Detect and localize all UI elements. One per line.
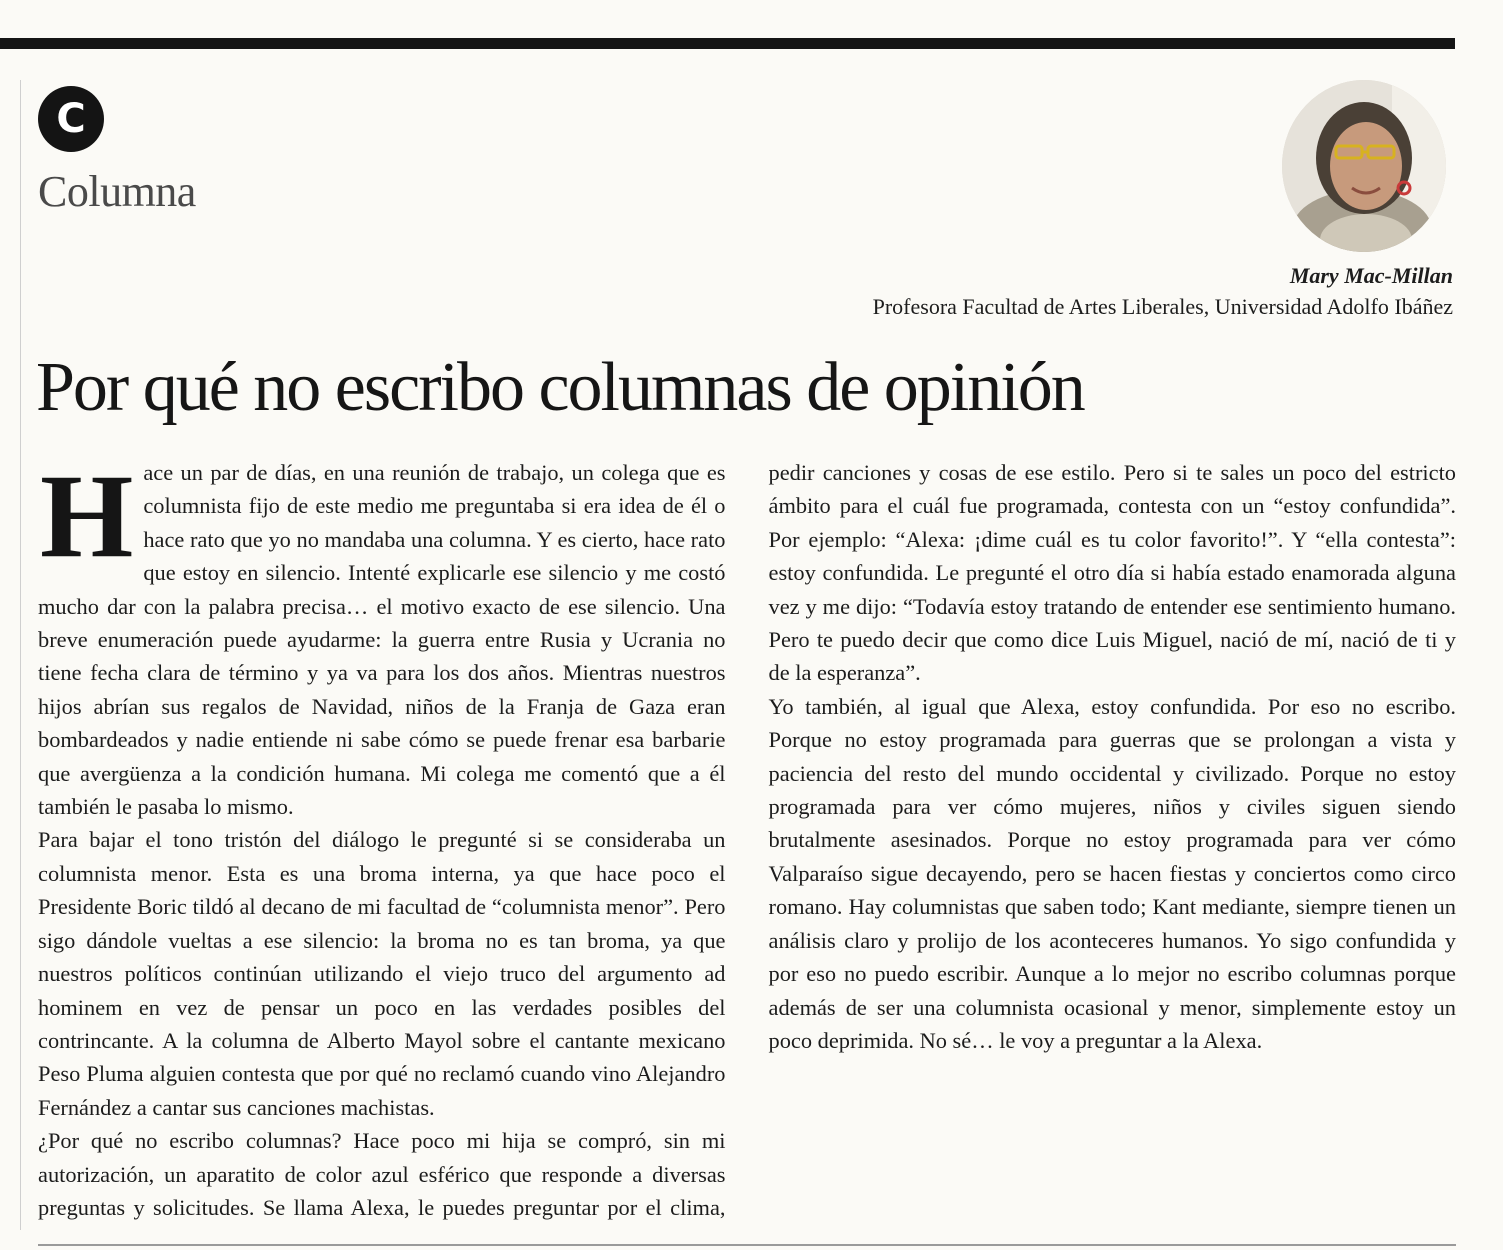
section-badge: C [38,86,104,152]
author-photo [1282,80,1446,252]
left-margin-rule [20,80,21,1230]
paragraph-2: Para bajar el tono tristón del diálogo le pregunté si se consideraba un columnista menor. Esta es una broma interna, ya que hace poco el Presidente Boric tildó al decano de mi facultad de “columnista menor”. Pero sigo dándole vueltas a ese silencio: la broma no es tan broma, ya que nuestros políticos continúan utilizando el viejo truco del argumento ad hominem en vez de pensar un poco en las verdades posibles del contrincante. A la columna de Alberto Mayol sobre el cantante mexicano Peso Pluma alguien contesta que por qué no reclamó cuando vino Alejandro Fernández a cantar sus canciones machistas. [38,827,726,1120]
author-role: Profesora Facultad de Artes Liberales, Universidad Adolfo Ibáñez [872,294,1453,319]
paragraph-4: Yo también, al igual que Alexa, estoy confundida. Por eso no escribo. Porque no estoy programada para guerras que se prolongan a vista y paciencia del resto del mundo occidental y civilizado. Porque no estoy programada para ver cómo mujeres, niños y civiles siguen siendo brutalmente asesinados. Porque no estoy programada para ver cómo Valparaíso sigue decayendo, pero se hacen fiestas y conciertos como circo romano. Hay columnistas que saben todo; Kant mediante, siempre tienen un análisis claro y prolijo de los aconteceres humanos. Yo sigo confundida y por eso no puedo escribir. Aunque a lo mejor no escribo columnas porque además de ser una columnista ocasional y menor, simplemente estoy un poco deprimida. No sé… le voy a preguntar a la Alexa. [768,693,1456,1053]
headline: Por qué no escribo columnas de opinión [36,349,1084,426]
section-label: Columna [38,167,196,216]
drop-cap: H [40,449,134,582]
paragraph-3-text: ¿Por qué no escribo columnas? Hace poco mi hija se compró, sin mi autorización, un aparatito de color azul esférico que responde a diversas preguntas y solicitudes. Se llama Alexa, le puedes preguntar por el clima, pedir canciones y cosas de ese estilo. Pero si te sales un poco del estricto ámbito para el cuál fue programada, contesta con un “estoy confundida”. Por ejemplo: “Alexa: ¡dime cuál es tu color favorito!”. Y “ella contesta”: estoy confundida. Le pregunté el otro día si había estado enamorada alguna vez y me dijo: “Todavía estoy tratando de entender ese sentimiento humano. Pero te puedo decir que como dice Luis Miguel, nació de mí, nació de ti y de la esperanza”. [38,460,1456,1220]
paragraph-1 [38,449,726,823]
author-avatar [1282,80,1446,252]
top-rule [0,38,1455,49]
article-body [38,449,1456,1236]
paragraph-1-text: ace un par de días, en una reunión de trabajo, un colega que es columnista fijo de este medio me preguntaba si era idea de él o hace rato que yo no mandaba una columna. Y es cierto, hace rato que estoy en silencio. Intenté explicarle ese silencio y me costó mucho dar con la palabra precisa… el motivo exacto de ese silencio. Una breve enumeración puede ayudarme: la guerra entre Rusia y Ucrania no tiene fecha clara de término y ya va para los dos años. Mientras nuestros hijos abrían sus regalos de Navidad, niños de la Franja de Gaza eran bombardeados y nadie entiende ni sabe cómo se puede frenar esa barbarie que avergüenza a la condición humana. Mi colega me comentó que a él también le pasaba lo mismo. [38,460,726,820]
author-name: Mary Mac-Millan [1289,263,1453,288]
bottom-rule [38,1244,1456,1246]
